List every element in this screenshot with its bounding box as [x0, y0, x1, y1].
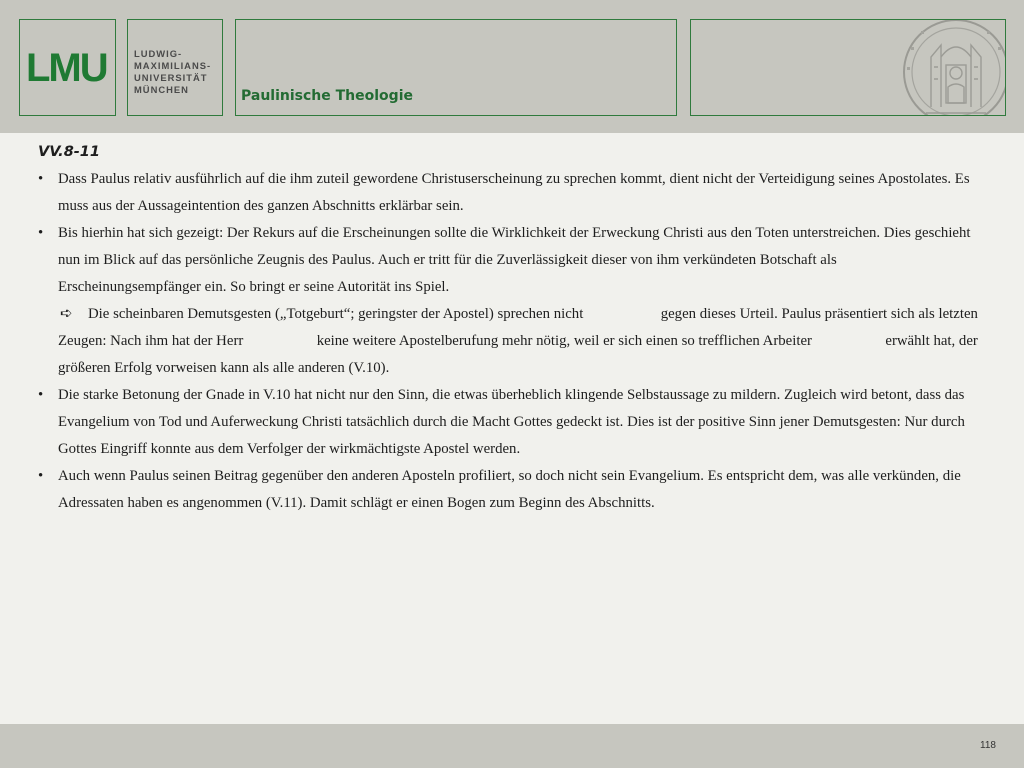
sub-item-text: erwählt hat, der größeren Erfolg vorweisen kann als alle anderen (V.10).: [58, 333, 978, 376]
page-number: 118: [980, 740, 996, 751]
bullet-icon: •: [38, 225, 44, 241]
university-name-line: UNIVERSITÄT: [134, 72, 208, 83]
slide-content: [38, 142, 978, 517]
lmu-logo: LMU: [26, 46, 107, 90]
title-box: [235, 19, 677, 116]
bullet-item: [38, 166, 978, 220]
bullet-icon: •: [38, 387, 44, 403]
bullet-text: Die starke Betonung der Gnade in V.10 hat nicht nur den Sinn, die etwas überheblich klingende Selbstaussage zu mildern. Zugleich wird betont, dass das Evangelium von Tod und Auferweckung Christi tatsächlich durch die Macht Gottes gedeckt ist. Dies ist der positive Sinn jener Demutsgesten: Nur durch Gottes Eingriff konnte aus dem Verfolger der wirkmächtigste Apostel werden.: [58, 387, 965, 457]
bullet-item: [38, 382, 978, 463]
university-name-line: MÜNCHEN: [134, 84, 189, 95]
bullet-icon: •: [38, 468, 44, 484]
bullet-text: Bis hierhin hat sich gezeigt: Der Rekurs auf die Erscheinungen sollte die Wirklichkeit der Erweckung Christi aus den Toten unterstreichen. Dies geschieht nun im Blick auf das persönliche Zeugnis des Paulus. Auch er tritt für die Zuverlässigkeit dieser von ihm verkündeten Botschaft als Erscheinungsempfänger ein. So bringt er seine Autorität ins Spiel.: [58, 225, 971, 295]
sub-item: [38, 301, 978, 382]
header-bar: [0, 0, 1024, 133]
arrow-icon: ➪: [60, 306, 73, 322]
footer-bar: [0, 724, 1024, 768]
bullet-item: [38, 220, 978, 301]
bullet-text: Dass Paulus relativ ausführlich auf die ihm zuteil gewordene Christuserscheinung zu sprechen kommt, dient nicht der Verteidigung seines Apostolates. Es muss aus der Aussageintention des ganzen Abschnitts erklärbar sein.: [58, 171, 970, 214]
bullet-item: [38, 463, 978, 517]
section-heading: VV.8-11: [38, 144, 100, 160]
sub-item-text: gegen dieses Urteil. Paulus präsentiert sich als letzten Zeugen: Nach ihm hat der Herr: [58, 306, 978, 349]
university-name-line: LUDWIG-: [134, 48, 183, 59]
bullet-icon: •: [38, 171, 44, 187]
university-name: [134, 48, 211, 96]
sub-item-text: keine weitere Apostelberufung mehr nötig, weil er sich einen so trefflichen Arbeiter: [316, 333, 812, 349]
university-name-line: MAXIMILIANS-: [134, 60, 212, 71]
university-name-box: [127, 19, 223, 116]
bullet-text: Auch wenn Paulus seinen Beitrag gegenüber den anderen Aposteln profiliert, so doch nicht sein Evangelium. Es entspricht dem, was alle verkünden, die Adressaten haben es angenommen (V.11). Damit schlägt er einen Bogen zum Beginn des Abschnitts.: [58, 468, 961, 511]
lmu-logo-box: [19, 19, 116, 116]
university-seal-icon: [901, 19, 1006, 116]
seal-box: [690, 19, 1006, 116]
presentation-title: Paulinische Theologie: [241, 88, 413, 104]
sub-item-text: Die scheinbaren Demutsgesten („Totgeburt“; geringster der Apostel) sprechen nicht: [88, 306, 584, 322]
